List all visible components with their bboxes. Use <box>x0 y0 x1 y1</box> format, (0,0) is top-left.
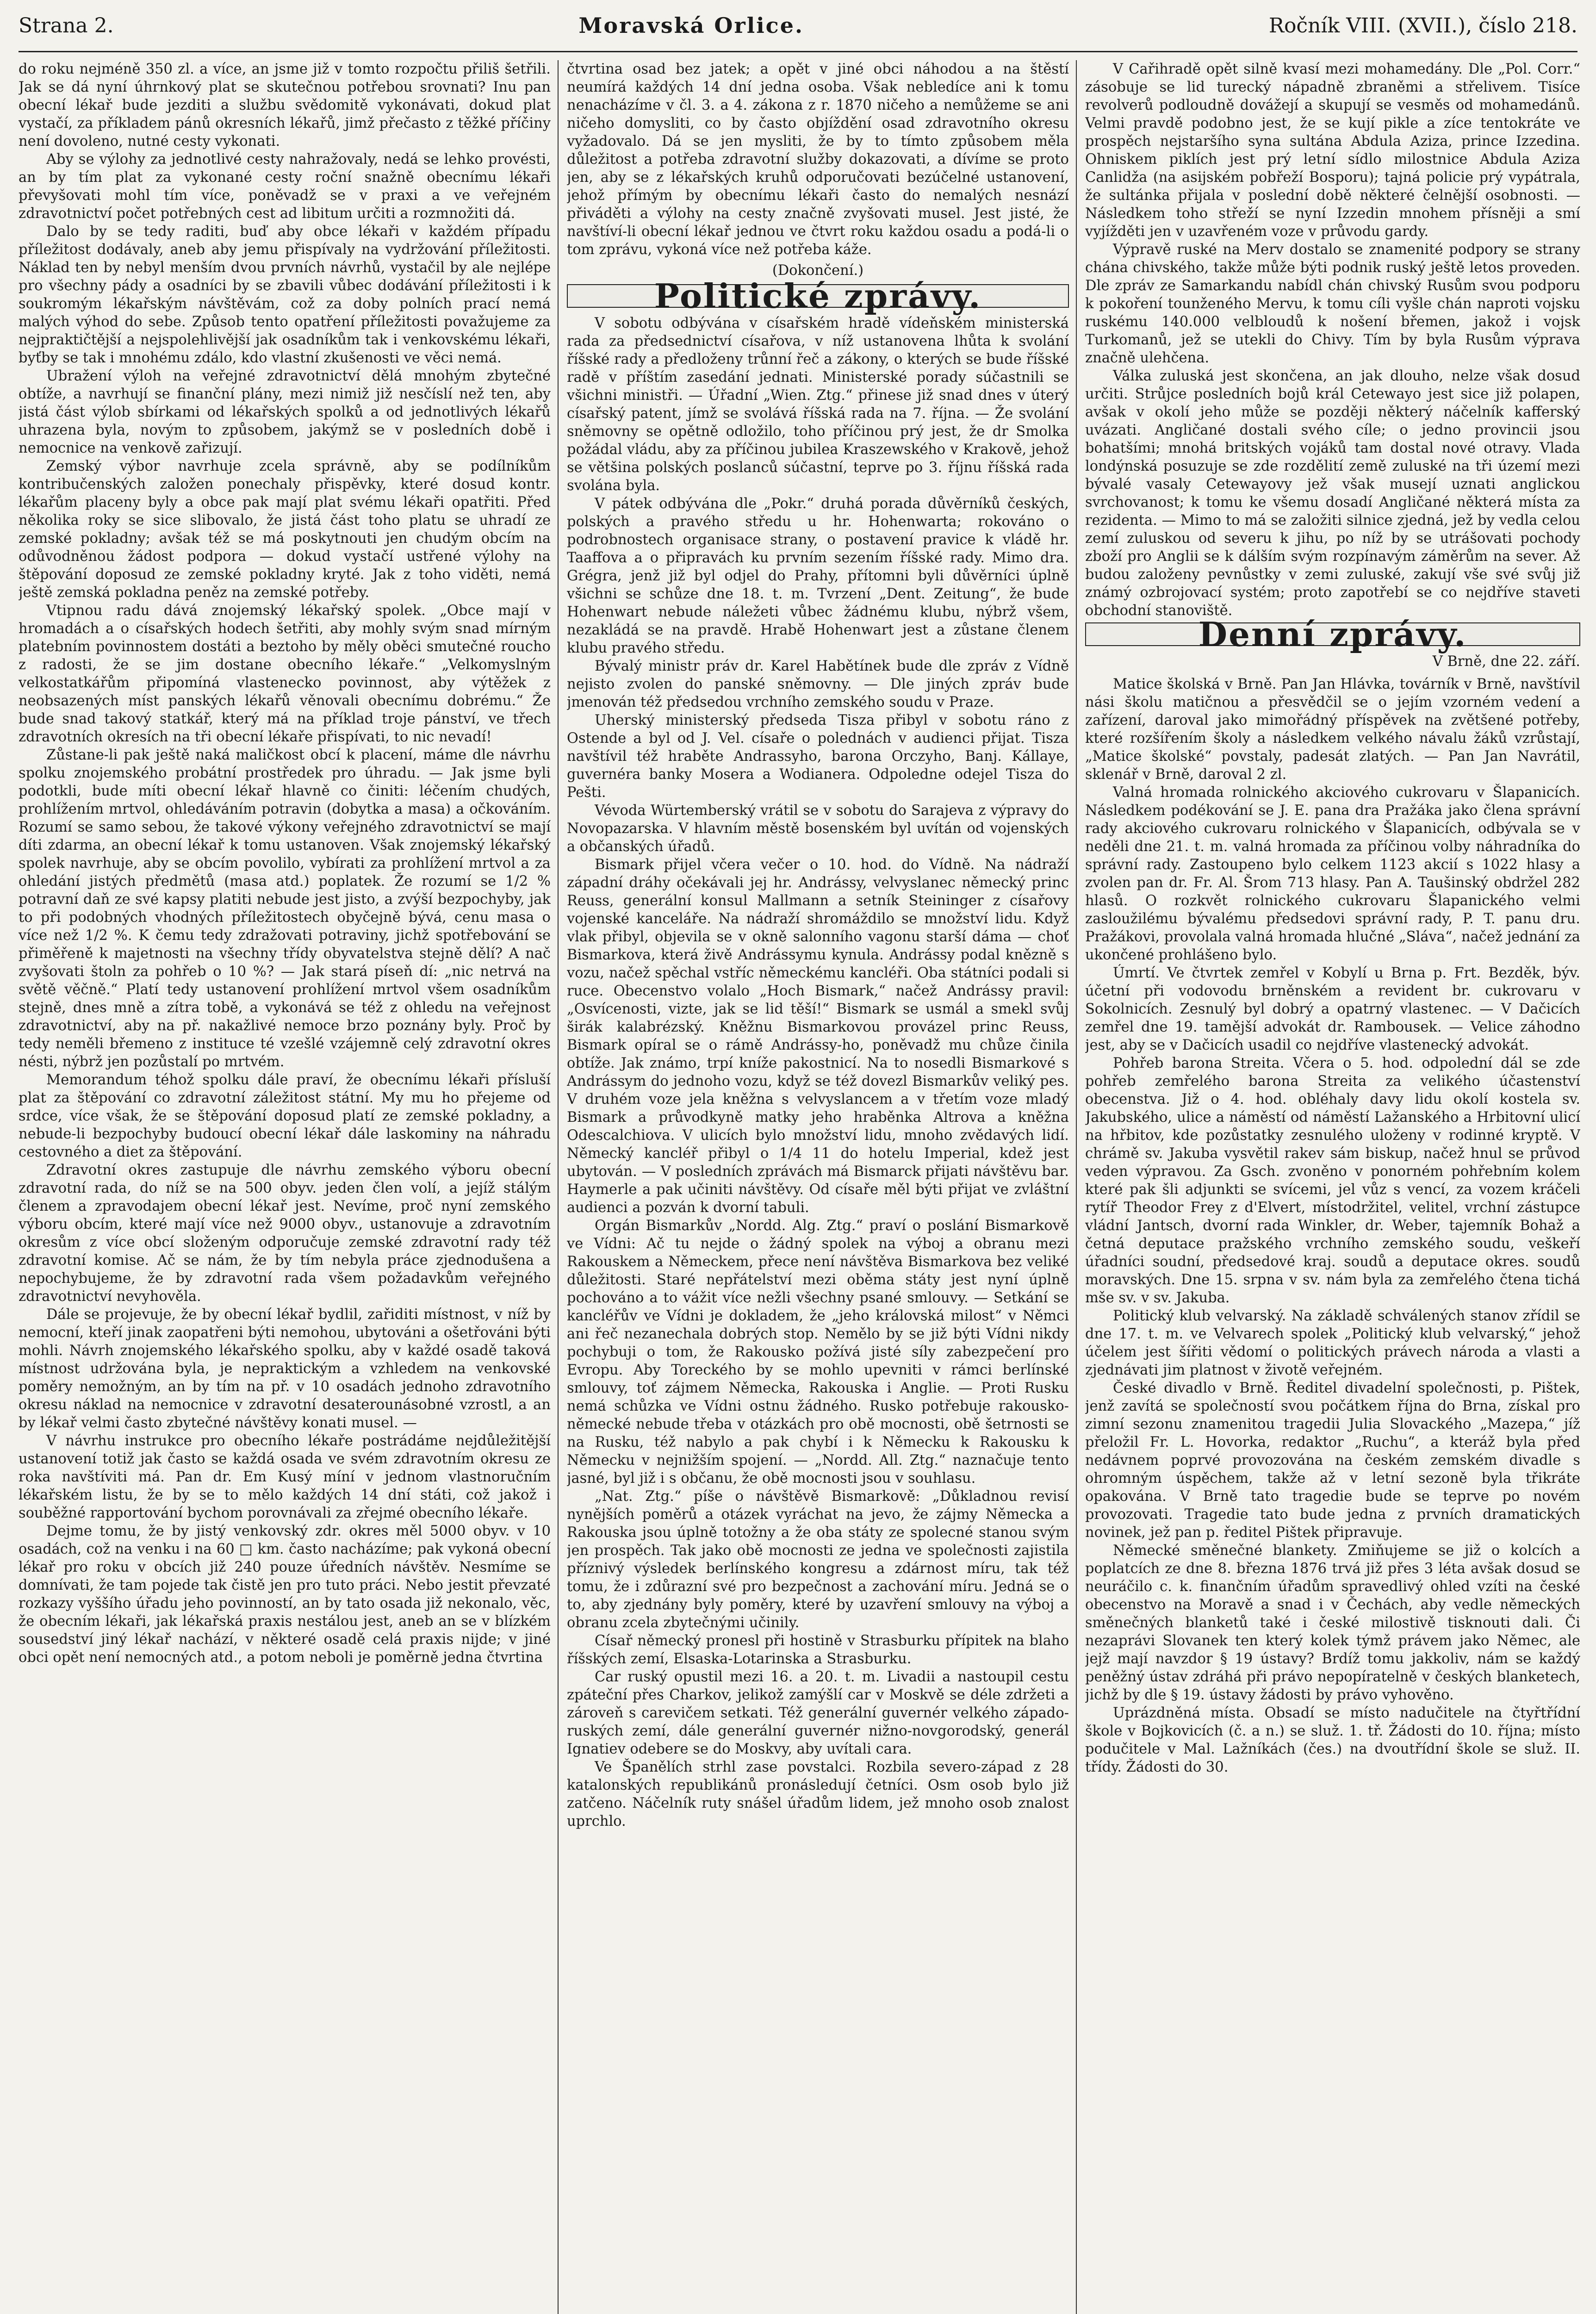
article-paragraph: Orgán Bismarkův „Nordd. Alg. Ztg.“ praví o poslání Bismarkově ve Vídni: Ač tu nejde o žádný spolek na výboj a obranu mezi Rakouskem a Německem, přece není návštěva Bismarkova bez veliké důležitosti. Staré nepřátelství mezi oběma státy jest nyní úplně pochováno a to vážit více nežli všechny psané smlouvy. — Setkání se kancléřův ve Vídni je dokladem, že „jeho královská milost“ v Němci ani řeč nezanechala dobrých stop. Nemělo by se již býti Vídni nikdy pochybuji o tom, že Rakousko požívá jisté síly zabezpečení pro Evropu. Aby Toreckého by se mohlo upevniti v rámci berlínské smlouvy, toť zájmem Německa, Rakouska i Anglie. — Proti Rusku nemá schůzka ve Vídni ostnu žádného. Rusko potřebuje rakousko-německé nebude třeba v otázkách pro obě mocnosti, obě šetrnosti se na Rusku, též nabylo a pak chybí i k Německu k Rakousku k Německu v nejnižším spojení. — „Nordd. All. Ztg.“ naznačuje tento jasné, byl již i s občanu, že obě mocnosti jsou v souhlasu. <box>567 1218 1069 1487</box>
article-paragraph: Valná hromada rolnického akciového cukrovaru v Šlapanicích. Následkem podékování se J. E. pana dra Pražáka jako člena správní rady akciového cukrovaru rolnického v Šlapanicích, odbývala se v neděli dne 21. t. m. valná hromada za příčinou volby náhradníka do správní rady. Zastoupeno bylo celkem 1123 akcií s 1022 hlasy a zvolen pan dr. Fr. Al. Šrom 713 hlasy. Pan A. Taušinský obdržel 282 hlasů. O rozkvět rolnického cukrovaru Šlapanického velmi zasloužilému bývalému předsedovi správní rady, P. T. panu dru. Pražákovi, provolala valná hromada hlučné „Sláva“, načež jednání za ukončené prohlášeno bylo. <box>1085 784 1580 963</box>
article-paragraph: Uherský ministerský předseda Tisza přibyl v sobotu ráno z Ostende a byl od J. Vel. císaře o polednách v audienci přijat. Tisza navštívil též hraběte Andrassyho, barona Orczyho, Banj. Kállaye, guvernéra banky Mosera a Wodianera. Odpoledne odejel Tisza do Pešti. <box>567 712 1069 801</box>
section-heading-denni-zpravy: Denní zprávy. <box>1085 622 1580 646</box>
article-paragraph: Dalo by se tedy raditi, buď aby obce lékaři v každém případu příležitost dodávaly, aneb aby jemu přispívaly na vydržování příležitosti. Náklad ten by nebyl menším dvou prvních návrhů, vystačil by ale nejlépe pro všechny pády a osadníci by se zbavili vůbec dodávání příležitosti i k soukromým lékařským návštěvám, což za doby polních prací nemá malých výhod do sebe. Způsob tento opatření příležitosti považujeme za nejpraktičtější a nejspolehlivější jak osadníkům tak i venkovskému lékaři, byťby se tak i mnohému zdálo, kdo vlastní zkušenosti ve věci nemá. <box>19 224 551 366</box>
page-number: Strana 2. <box>19 13 114 37</box>
column-divider <box>1076 60 1077 2314</box>
issue-info: Ročník VIII. (XVII.), číslo 218. <box>1268 13 1577 37</box>
article-paragraph: Výpravě ruské na Merv dostalo se znamenité podpory se strany chána chivského, takže může býti podnik ruský ještě letos proveden. Dle zpráv ze Samarkandu nabídl chán chivský Rusům svou podporu k pokoření tounženého Mervu, k tomu cíli vyšle chán naproti vojsku ruskému 140.000 velbloudů k nošení břemen, jakož i vojsk Turkomanů, jež se utekli do Chivy. Tím by byla Rusům výprava značně ulehčena. <box>1085 242 1580 366</box>
article-paragraph: Úmrtí. Ve čtvrtek zemřel v Kobylí u Brna p. Frt. Bezděk, býv. účetní při vodovodu brněnském a revident br. cukrovaru v Sokolnicích. Zesnulý byl dobrý a opatrný vlastenec. — V Dačicích zemřel dne 19. tamější advokát dr. Rambousek. — Velice záhodno jest, aby se v Dačicích usadil co nejdříve vlastenecký advokát. <box>1085 965 1580 1053</box>
article-paragraph: Zůstane-li pak ještě naká maličkost obcí k placení, máme dle návrhu spolku znojemského probátní prostředek pro úhradu. — Jak jsme byli podotkli, bude míti obecní lékař hlavně co činiti: léčením chudých, prohlížením mrtvol, ohledáváním potravin (dobytka a masa) a očkováním. Rozumí se samo sebou, že takové výkony veřejného zdravotnictví se mají díti zdarma, an obecní lékař k tomu ustanoven. Však znojemský lékařský spolek navrhuje, aby se obcím povolilo, vybírati za prohlížení mrtvol a za ohledání jistých předmětů (masa atd.) poplatek. Že rozumí se 1/2 % potravní daň ze své kapsy platiti nebude jest jisto, a zvýší bezpochyby, jak to při podobných vhodných příležitostech obyčejně bývá, cenu masa o více než 1/2 %. K čemu tedy zdražovati potraviny, jichž spotřebování se přiměřeně k majetnosti na všechny třídy obyvatelstva stejně dělí? A nač zvyšovati štoln za pohřeb o 10 %? — Jak stará píseň dí: „nic netrvá na světě věčně.“ Platí tedy ustanovení prohlížení mrtvol všem osadníkům stejně, dnes mně a zítra tobě, a vykonává se též z ohledu na veřejnost zdravotnictví, aby na př. nakažlivé nemoce brzo poznány byly. Proč by tedy neměli břemeno z instituce té vzešlé vzájemně celý zdravotní okres nésti, nýbrž jen pozůstalí po mrtvém. <box>19 747 551 1070</box>
article-paragraph: Memorandum téhož spolku dále praví, že obecnímu lékaři přísluší plat za štěpování co zdravotní záležitost státní. My mu ho přejeme od srdce, více však, že se štěpování doposud platí ze zemské pokladny, a nebude-li bezpochyby budoucí obecní lékař dále laskominy na náhradu cestovného a diet za štěpování. <box>19 1072 551 1160</box>
newspaper-title: Moravská Orlice. <box>578 13 804 38</box>
article-paragraph: čtvrtina osad bez jatek; a opět v jiné obci náhodou a na štěstí neumírá každých 14 dní jedna osoba. Však nebledíce ani k tomu nenacházíme v čl. 3. a 4. zákona z r. 1870 ničeho a nemůžeme se ani ničeho domysliti, co by často objíždění osad zdravotního okresu vyžadovalo. Dá se jen mysliti, že by to tímto způsobem měla důležitost a potřeba zdravotní služby dokazovati, a dívíme se proto jen, aby se z lékařských kruhů odporučovati bezúčelné ustanovení, jehož přímým by obecnímu lékaři často do nemalých nesnází přiváděti a výlohy na cesty značně zvyšovati musel. Jest jisté, že navštíví-li obecní lékař jednou ve čtvrt roku každou osadu a podá-li o tom zprávu, vykoná více než potřeba káže. <box>567 61 1069 258</box>
section-heading-politicke-zpravy: Politické zprávy. <box>567 284 1069 308</box>
article-paragraph: Ubražení výloh na veřejné zdravotnictví dělá mnohým zbytečné obtíže, a navrhují se finanční plány, mezi nimiž již nesčíslí než ten, aby jistá část výlob sbírkami od lékařských spolků a od jednotlivých lékařů uhrazena byla, novým to způsobem, jakýmž se v posledních době i nemocnice na venkově zařizují. <box>19 368 551 456</box>
article-paragraph: do roku nejméně 350 zl. a více, an jsme již v tomto rozpočtu přiliš šetřili. Jak se dá nyní úhrnkový plat se skutečnou potřebou srovnati? Inu pan obecní lékař bude jezditi a službu svědomitě vykonávati, dokud plat vystačí, za příkladem pánů okresních lékařů, jimž přečasto z těžké příčiny není dovoleno, nutné cesty vykonati. <box>19 61 551 149</box>
article-paragraph: Bývalý ministr práv dr. Karel Habětínek bude dle zpráv z Vídně nejisto zvolen do panské sněmovny. — Dle jiných zpráv bude jmenován též předsedou vrchního zemského soudu v Praze. <box>567 658 1069 710</box>
column-3 <box>1085 60 1580 2314</box>
continuation-note: (Dokončení.) <box>772 262 864 279</box>
column-divider <box>558 60 559 2314</box>
article-paragraph: České divadlo v Brně. Ředitel divadelní společnosti, p. Pištek, jenž zavítá se společností svou počátkem října do Brna, získal pro zimní sezonu znamenitou tragedii Julia Slovackého „Mazepa,“ jíž přeložil Fr. L. Hovorka, redaktor „Ruchu“, a kteráž byla před nedávnem poprvé provozována na českém zemském divadle s ohromným úspěchem, takže až v letní sezoně byla třikráte opakována. V Brně tato tragedie bude se teprve po novém provozovati. Tragedie tato bude jedna z prvních dramatických novinek, jež pan p. ředitel Pištek připravuje. <box>1085 1380 1580 1541</box>
article-paragraph: Car ruský opustil mezi 16. a 20. t. m. Livadii a nastoupil cestu zpáteční přes Charkov, jelikož zamýšlí car v Moskvě se déle zdržeti a zároveň s carevičem setkati. Též generální guvernér velkého západo-ruských zemí, dále generální guvernér nižno-novgorodský, generál Ignatiev odebere se do Moskvy, aby uvítali cara. <box>567 1669 1069 1757</box>
page-header <box>19 0 1577 52</box>
article-paragraph: Německé směnečné blankety. Zmiňujeme se již o kolcích a poplatcích ze dne 8. března 1876 trvá již přes 3 léta avšak dosud se neuráčilo c. k. finančním úřadům spravedlivý ohled vzíti na české obecenstvo na Moravě a snad i v Čechách, aby vedle německých směnečných blanketů také i české milostivě tisknouti dali. Či nezaprávi Slovanek ten který kolek týmž právem jako Němec, ale jejž mají navzdor § 19 ústavy? Brdíž tomu jakkoliv, nám se každý peněžný ústav zdráhá při právo nepopíratelně v českých blanketech, jichž by dle § 19. ústavy žádosti by právo vyhověno. <box>1085 1543 1580 1703</box>
column-2 <box>567 60 1069 2314</box>
article-paragraph: Zemský výbor navrhuje zcela správně, aby se podílníkům kontribučenských založen ponechaly přispěvky, které dosud kontr. lékařům placeny byly a obce pak mají plat svému lékaři opatřiti. Před několika roky se sice slibovalo, že jistá část toho platu se uhradí ze zemské pokladny; avšak též se má poskytnouti jen chudým obcím na odůvodněnou žádost podpora — dokud vystačí ustřené výlohy na štěpování doposud ze zemské pokladny kryté. Jak z toho viděti, nemá ještě zemská pokladna peněz na zemské potřeby. <box>19 458 551 601</box>
dateline: V Brně, dne 22. září. <box>1432 653 1580 670</box>
article-paragraph: Pohřeb barona Streita. Včera o 5. hod. odpolední dál se zde pohřeb zemřelého barona Streita za velikého účastenství obecenstva. Již o 4. hod. obléhaly davy lidu okolí kostela sv. Jakubského, ulice a náměstí od náměstí Lažanského a Hrbitovní ulicí na hřbitov, kde pozůstatky zesnulého uloženy v rodinné kryptě. V chrámě sv. Jakuba vysvětil rakev sám biskup, načež hnul se průvod veden výpravou. Za Gsch. zvoněno v ponorném pohřebním kolem které pak šli adjunkti se svícemi, jel vůz s vencí, za vozem kráčeli rytíř Theodor Frey z d'Elvert, místodržitel, velitel, vrchní zástupce vládní Jantsch, dvorní rada Winkler, dr. Weber, tajemník Bohaž a četná deputace pražského vrchního zemského soudu, veškeří úřadníci soudní, předsedové kraj. soudů a deputace okres. soudů moravských. Dne 15. srpna v sv. nám byla za zemřelého čtena tichá mše sv. v sv. Jakuba. <box>1085 1055 1580 1306</box>
article-paragraph: Vtipnou radu dává znojemský lékařský spolek. „Obce mají v hromadách a o císařských hodech šetřiti, aby mohly svým snad mírným platebním povinnostem dostáti a beztoho by měly oběci smutečné roucho z radosti, že se jim dostane obecního lékaře.“ „Velkomyslným velkostatkářům připomíná vlastenecko povinnost, aby výtěžek z neobsazených míst panských lékařů věnovali obecnímu dobrému.“ Že bude snad takový statkář, který má na příklad troje pánství, ve třech zdravotních okresích na tři obecní lékaře přispívati, to nic nevadí! <box>19 603 551 745</box>
article-paragraph: V Cařihradě opět silně kvasí mezi mohamedány. Dle „Pol. Corr.“ zásobuje se lid turecký nápadně zbraněmi a střelivem. Tisíce revolverů podloudně dovážejí a skupují se vesměs od mohamedánů. Velmi pravdě podobno jest, že se kují pikle a zíce tentokráte ve prospěch nejstaršího syna sultána Abdula Aziza, prince Izzedina. Ohniskem piklích jest prý letní sídlo milostnice Abdula Aziza Canlidža (na asijském pobřeží Bosporu); tajná policie prý vypátrala, že sultánka přijala v poslední době některé čelnější osobnosti. — Následkem toho střeží se nyní Izzedin mnohem přísněji a smí vyjížděti jen v uzavřeném voze v průvodu gardy. <box>1085 61 1580 240</box>
article-paragraph: Uprázdněná místa. Obsadí se místo nadučitele na čtyřtřídní škole v Bojkovicích (č. a n.) se služ. 1. tř. Žádosti do 10. října; místo podučitele v Mal. Lažníkách (čes.) na dvoutřídní škole se služ. II. třídy. Žádosti do 30. <box>1085 1705 1580 1775</box>
article-paragraph: Císař německý pronesl při hostině v Strasburku přípitek na blaho říšských zemí, Elsaska-Lotarinska a Strasburku. <box>567 1633 1069 1667</box>
article-paragraph: „Nat. Ztg.“ píše o návštěvě Bismarkově: „Důkladnou revisí nynějších poměrů a otázek vyráchat na jevo, že zájmy Německa a Rakouska jsou úplně totožny a že oba státy ze spolecné stanou svým jen prospěch. Tak jako obě mocnosti ze jedna ve společnosti zajistila příznivý výsledek berlínského kongresu a zdárnost míru, tak též tomu, že i zdůrazní své pro bezpečnost a zachování míru. Jedná se o to, aby zjednány byly poměry, které by uzavření smlouvy na výboj a obranu zcela zbytečnými učinily. <box>567 1488 1069 1631</box>
article-paragraph: Dejme tomu, že by jistý venkovský zdr. okres měl 5000 obyv. v 10 osadách, což na venku i na 60 □ km. často nacházíme; pak vykoná obecní lékař pro roku v obcích již 240 pouze úředních návštěv. Nesmíme se domnívati, že tam pojede tak čistě jen pro tuto práci. Nebo jestit převzaté rozkazy vyššího úřadu jeho povinností, an by tato osada již nekonalo, věc, že obecním lékaři, jak lékařská praxis nestálou jest, aneb an se v blízkém sousedství jiný lékař nachází, v některé osadě celá praxis nijde; v jiné obci opět není nemocných atd., a potom neboli je poměrně jedna čtvrtina <box>19 1523 551 1666</box>
article-paragraph: Bismark přijel včera večer o 10. hod. do Vídně. Na nádraží západní dráhy očekávali jej hr. Andrássy, velvyslanec německý princ Reuss, generální konsul Mallmann a setník Steininger z císařovy vojenské kanceláře. Na nádraží shromáždilo se množství lidu. Když vlak přibyl, objevila se v okně salonního vagonu starší dáma — choť Bismarkova, která živě Andrássymu kynula. Andrássy podal knězně s vozu, načež spěchal vstříc německému kancléři. Oba státníci podali si ruce. Obecenstvo volalo „Hoch Bismark,“ načež Andrássy pravil: „Osvícenosti, vizte, jak se lid těší!“ Bismark se usmál a smekl svůj širák kalabrézský. Kněžnu Bismarkovou provázel princ Reuss, Bismark opíral se o rámě Andrássy-ho, poněvadž mu chůze činila obtíže. Jak známo, trpí kníže pakostnicí. Na to nosedli Bismarkové s Andrássym do jednoho vozu, když se též dovezl Bismarkův veliký pes. V druhém voze jela kněžna s velvyslancem a v třetím voze mladý Bismark a průvodkyně matky jeho hraběnka Altrova a kněžna Odescalchiova. V ulicích bylo množství lidu, mnoho zvědavých lidí. Německý kancléř přibyl o 1/4 11 do hotelu Imperial, kdež jest ubytován. — V posledních zprávách má Bismarck přijati návštěvu bar. Haymerle a pak učiniti návštěvy. Od císaře měl býti přijat ve zvláštní audienci a pozván k dvorní tabuli. <box>567 857 1069 1216</box>
article-paragraph: V návrhu instrukce pro obecního lékaře postrádáme nejdůležitější ustanovení totiž jak často se každá osada ve svém zdravotním okresu ze roka navštíviti má. Pan dr. Em Kusý míní v jednom vlastnoručním lékařském listu, že by se to mělo každých 14 dní státi, což jakož i souběžné rapportování bychom porovnávali za zřejmé obecního lékaře. <box>19 1433 551 1521</box>
article-paragraph: Vévoda Würtemberský vrátil se v sobotu do Sarajeva z výpravy do Novopazarska. V hlavním městě bosenském byl uvítán od vojenských a občanských úřadů. <box>567 802 1069 855</box>
article-paragraph: Aby se výlohy za jednotlivé cesty nahražovaly, nedá se lehko provésti, an by tím plat za vykonané cesty roční snažně obecnímu lékaři převyšovati mohl tím více, poněvadž se v praxi a ve veřejném zdravotnictví počet potřebných cest ad libitum určiti a rozmnožiti dá. <box>19 151 551 222</box>
article-paragraph: V pátek odbývána dle „Pokr.“ druhá porada důvěrníků českých, polských a pravého středu u hr. Hohenwarta; rokováno o podrobnostech organisace strany, o postavení pravice k vládě hr. Taaffova a o připravách ku prvním sezením říšské rady. Mimo dra. Grégra, jenž již byl odjel do Prahy, přítomni byli důvěrníci úplně všichni se schůze dne 18. t. m. Tvrzení „Dent. Zeitung“, že bude Hohenwart nebude náležeti vůbec žádnému klubu, nýbrž všem, nezakládá se na pravdě. Hrabě Hohenwart jest a zůstane členem klubu pravého středu. <box>567 496 1069 656</box>
article-paragraph: V sobotu odbývána v císařském hradě vídeňském ministerská rada za předsednictví císařova, v níž ustanovena lhůta k svolání říšské rady a předloženy trůnní řeč a zákony, o kterých se bude říšské radě v příštím zasedání jednati. Ministerské porady súčastnili se všichni ministři. — Úřadní „Wien. Ztg.“ přinese již snad dnes v úterý císařský patent, jímž se svolává říšská rada na 7. října. — Že svolání sněmovny se opětně odložilo, toho příčinou prý jest, že dr Smolka požádal vládu, aby za příčinou jubilea Kraszewského v Krakově, jehož se většina polských poslanců súčastní, teprve po 3. říjnu říšská rada svolána byla. <box>567 315 1069 494</box>
article-paragraph: Válka zuluská jest skončena, an jak dlouho, nelze však dosud určiti. Strůjce posledních bojů král Cetewayo jest sice již polapen, avšak v okolí jeho může se později některý náčelník kafferský uvázati. Angličané dostali svého cíle; o jedno provincii jsou bohatšími; mnohá britských vojáků tam dostal nové otravy. Vlada londýnská posuzuje se zde rozdělití země zuluské na tři území mezi bývalé vasaly Cetewayovy jež však musejí uznati anglickou svrchovanost; k tomu ke všemu dosadí Angličané některá místa za rezidenta. — Mimo to má se založiti silnice zjedná, jež by vedla celou zemí zuluskou od severu k jihu, po níž by se utrášovati pochody zboží pro Anglii se k dálším svým rozpínavým záměrům na sever. Až budou založeny pevnůstky v zemi zuluské, zakují vše své svůj již známý ozbrojovací systém; proto zapotřebí se co nejdříve staveti obchodní stanoviště. <box>1085 368 1580 619</box>
article-paragraph: Zdravotní okres zastupuje dle návrhu zemského výboru obecní zdravotní rada, do níž se na 500 obyv. jeden člen volí, a jejíž stálým členem a zpravodajem obecní lékař jest. Nevíme, proč nyní zemského výboru obcím, které mají více než 9000 obyv., ustanovuje a zdravotním okresům z více obcí složeným odporučuje zemské zdravotní rady též zdravotní komise. Ač se nám, že by tím nebyla práce zjednodušena a nepochybujeme, že by zdravotní rada všem požadavkům veřejného zdravotnictví nevyhověla. <box>19 1162 551 1305</box>
article-paragraph: Matice školská v Brně. Pan Jan Hlávka, továrník v Brně, navštívil nási školu matičnou a přesvědčil se o jejím vzorném vedení a zařízení, daroval jako mimořádný příspěvek na zvětšené potřeby, které rozšířením školy a následkem velkého návalu žáků vzrůstají, „Matice školské“ povstaly, padesát zlatých. — Pan Jan Navrátil, sklenář v Brně, daroval 2 zl. <box>1085 676 1580 783</box>
article-paragraph: Ve Španělích strhl zase povstalci. Rozbila severo-západ z 28 katalonských republikánů pronásledují četníci. Osm osob bylo již zatčeno. Náčelník ruty snášel úřadům lidem, jež mnoho osob znalost uprchlo. <box>567 1759 1069 1829</box>
article-paragraph: Dále se projevuje, že by obecní lékař bydlil, zařiditi místnost, v níž by nemocní, kteří jinak zaopatřeni býti nemohou, ubytováni a ošetřováni býti mohli. Návrh znojemského lékařského spolku, aby v každé osadě taková místnost udržována byla, je nepraktickým a vzhledem na venkovské poměry nemožným, an by tím na př. v 10 osadách jednoho zdravotního okresu náklad na nemocnice v zdravotní desaterounásobné vzrostl, a an by lékař velmi často zbytečné návštěvy konati musel. — <box>19 1306 551 1431</box>
article-paragraph: Politický klub velvarský. Na základě schválených stanov zřídil se dne 17. t. m. ve Velvarech spolek „Politický klub velvarský,“ jehož účelem jest šířiti vědomí o politických právech národa a vlasti a zjednávati jim platnost v životě veřejném. <box>1085 1308 1580 1378</box>
column-1 <box>19 60 551 2314</box>
